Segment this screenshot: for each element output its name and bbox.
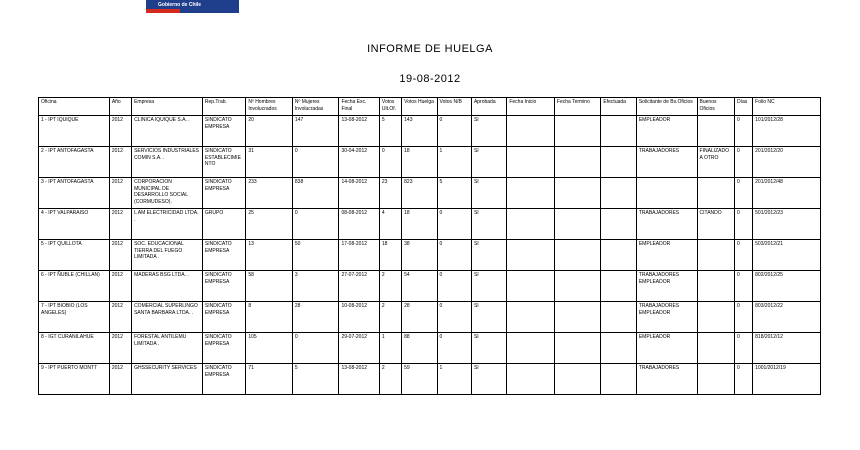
column-header: Votos N/B	[437, 98, 471, 116]
table-cell: 147	[292, 116, 339, 147]
table-cell: 30-04-2012	[339, 147, 379, 178]
table-cell	[507, 333, 555, 364]
table-cell: SI	[471, 240, 506, 271]
table-cell: 25	[246, 209, 293, 240]
table-row	[39, 302, 821, 333]
column-header: Año	[109, 98, 131, 116]
table-cell: GHSSECURITY SERVICES	[132, 364, 203, 395]
table-cell: 2012	[109, 209, 131, 240]
report-date: 19-08-2012	[399, 73, 461, 85]
table-cell	[554, 147, 601, 178]
table-row	[39, 333, 821, 364]
table-cell: 803/2012/22	[753, 302, 821, 333]
table-cell: 88	[402, 333, 437, 364]
table-cell: 7 - IPT BIOBIO (LOS ANGELES)	[39, 302, 110, 333]
table-cell: 18	[402, 147, 437, 178]
table-row	[39, 240, 821, 271]
table-cell: MADERAS BSG LTDA. .	[132, 271, 203, 302]
logo-text: Gobierno de Chile	[158, 2, 202, 8]
table-cell: 818/2012/12	[753, 333, 821, 364]
table-cell: 5	[379, 116, 401, 147]
table-cell: SINDICATO EMPRESA	[202, 116, 246, 147]
table-cell: TRABAJADORES EMPLEADOR	[636, 271, 697, 302]
column-header: Nº Mujeres Involucradas	[292, 98, 339, 116]
table-cell: EMPLEADOR	[636, 116, 697, 147]
table-row	[39, 178, 821, 209]
table-cell: 6 - IPT ÑUBLE (CHILLAN)	[39, 271, 110, 302]
column-header: Nº Hombres Involucrados	[246, 98, 293, 116]
table-cell: 2012	[109, 302, 131, 333]
column-header: Fecha Exc. Final	[339, 98, 379, 116]
table-cell: 0	[734, 178, 752, 209]
column-header: Buenos Oficios	[697, 98, 734, 116]
table-cell	[507, 209, 555, 240]
table-cell	[554, 302, 601, 333]
table-cell: 28	[292, 302, 339, 333]
table-cell: SINDICATO ESTABLECIMIENTO	[202, 147, 246, 178]
table-cell: 28	[402, 302, 437, 333]
table-cell	[554, 116, 601, 147]
table-cell	[697, 302, 734, 333]
table-cell: 2012	[109, 116, 131, 147]
table-cell: 2012	[109, 147, 131, 178]
table-cell	[601, 333, 636, 364]
table-cell: 0	[292, 147, 339, 178]
table-cell: 2012	[109, 240, 131, 271]
table-cell: 0	[734, 240, 752, 271]
table-cell	[697, 116, 734, 147]
table-cell: 105	[246, 333, 293, 364]
table-cell: 0	[734, 302, 752, 333]
table-cell	[601, 209, 636, 240]
table-cell: SERVICIOS INDUSTRIALES COMIN S.A. .	[132, 147, 203, 178]
column-header: Fecha Inicio	[507, 98, 555, 116]
table-cell: 18	[402, 209, 437, 240]
table-cell	[601, 147, 636, 178]
gobierno-de-chile-logo	[146, 0, 239, 13]
table-cell: 13	[246, 240, 293, 271]
table-cell: 201/2012/20	[753, 147, 821, 178]
table-cell	[554, 240, 601, 271]
table-cell: 0	[437, 271, 471, 302]
table-cell: SI	[471, 178, 506, 209]
table-cell: 31	[246, 147, 293, 178]
table-cell	[601, 364, 636, 395]
table-cell: EMPLEADOR	[636, 240, 697, 271]
table-cell: 0	[437, 240, 471, 271]
table-cell: 501/2012/23	[753, 209, 821, 240]
table-cell: TRABAJADORES	[636, 364, 697, 395]
table-cell: GRUPO	[202, 209, 246, 240]
table-cell: TRABAJADORES	[636, 147, 697, 178]
table-cell: 2012	[109, 364, 131, 395]
table-cell: 54	[402, 271, 437, 302]
table-cell: 1	[437, 364, 471, 395]
column-header: Solicitante de Bs.Oficios	[636, 98, 697, 116]
table-cell: 17-08-2012	[339, 240, 379, 271]
table-cell: SI	[471, 364, 506, 395]
table-cell: 1	[379, 333, 401, 364]
table-cell: 23	[379, 178, 401, 209]
table-cell: TRABAJADORES	[636, 209, 697, 240]
table-cell	[697, 364, 734, 395]
table-cell: FINALIZADO A OTRO	[697, 147, 734, 178]
table-cell: 0	[437, 333, 471, 364]
table-cell: 38	[402, 240, 437, 271]
table-cell: 8	[246, 302, 293, 333]
logo-red-stripe	[146, 9, 180, 13]
table-cell: L AM ELECTRICIDAD LTDA. .	[132, 209, 203, 240]
table-cell	[507, 364, 555, 395]
table-cell	[697, 333, 734, 364]
column-header: Empresa	[132, 98, 203, 116]
table-cell	[554, 333, 601, 364]
table-cell: SINDICATO EMPRESA	[202, 333, 246, 364]
table-cell: 838	[292, 178, 339, 209]
table-cell: 27-07-2012	[339, 271, 379, 302]
table-cell: 10-08-2012	[339, 302, 379, 333]
table-cell: 71	[246, 364, 293, 395]
strike-report-table	[38, 97, 821, 395]
column-header: Días	[734, 98, 752, 116]
table-cell	[554, 209, 601, 240]
table-cell: 20	[246, 116, 293, 147]
table-cell: SI	[471, 271, 506, 302]
table-cell: 1	[437, 147, 471, 178]
table-row	[39, 271, 821, 302]
table-cell	[507, 271, 555, 302]
table-row	[39, 364, 821, 395]
table-cell: 58	[246, 271, 293, 302]
table-cell: SI	[471, 302, 506, 333]
table-cell: SOC. EDUCACIONAL TIERRA DEL FUEGO LIMITADA .	[132, 240, 203, 271]
report-title: INFORME DE HUELGA	[367, 43, 493, 55]
table-cell: 0	[437, 302, 471, 333]
table-cell: SI	[471, 333, 506, 364]
table-cell	[601, 178, 636, 209]
table-cell	[601, 116, 636, 147]
table-cell: 2012	[109, 271, 131, 302]
table-row	[39, 209, 821, 240]
table-cell: 18	[379, 240, 401, 271]
table-cell: 2	[379, 271, 401, 302]
table-cell: 0	[734, 364, 752, 395]
table-row	[39, 147, 821, 178]
table-cell	[554, 364, 601, 395]
table-cell: 59	[402, 364, 437, 395]
table-cell: 143	[402, 116, 437, 147]
column-header: Oficina	[39, 98, 110, 116]
table-cell: 0	[292, 333, 339, 364]
table-cell: CORPORACION MUNICIPAL DE DESARROLLO SOCIAL (CORMUDESO).	[132, 178, 203, 209]
table-cell: 2012	[109, 178, 131, 209]
table-cell: 0	[734, 271, 752, 302]
table-cell: 9 - IPT PUERTO MONTT	[39, 364, 110, 395]
table-cell: 802/2012/25	[753, 271, 821, 302]
table-body	[39, 116, 821, 395]
table-cell	[601, 302, 636, 333]
table-cell	[697, 271, 734, 302]
table-cell: 0	[292, 209, 339, 240]
table-cell	[507, 147, 555, 178]
column-header: Aprobada	[471, 98, 506, 116]
table-cell	[507, 240, 555, 271]
table-cell: 1 - IPT IQUIQUE	[39, 116, 110, 147]
table-cell: 823	[402, 178, 437, 209]
table-cell: 14-08-2012	[339, 178, 379, 209]
table-cell: 2012	[109, 333, 131, 364]
table-cell: 0	[734, 116, 752, 147]
table-cell: 50	[292, 240, 339, 271]
column-header: Efectuada	[601, 98, 636, 116]
table-cell: 0	[734, 333, 752, 364]
table-cell: SI	[471, 116, 506, 147]
column-header: Fecha Termino	[554, 98, 601, 116]
table-cell: 2	[379, 302, 401, 333]
table-cell: CLINICA IQUIQUE S.A. .	[132, 116, 203, 147]
table-cell: 0	[437, 209, 471, 240]
table-cell: SI	[471, 209, 506, 240]
table-cell: 101/2012/28	[753, 116, 821, 147]
table-cell: 3 - IPT ANTOFAGASTA	[39, 178, 110, 209]
table-cell: SINDICATO EMPRESA	[202, 240, 246, 271]
table-cell: 0	[437, 116, 471, 147]
table-cell: 0	[734, 209, 752, 240]
table-cell: SINDICATO EMPRESA	[202, 302, 246, 333]
table-cell: 0	[734, 147, 752, 178]
table-cell: SI	[471, 147, 506, 178]
column-header: Rep.Trab.	[202, 98, 246, 116]
table-cell: 8 - IGT CURANILAHUE	[39, 333, 110, 364]
table-cell: SINDICATO EMPRESA	[202, 178, 246, 209]
table-cell: 503/2012/21	[753, 240, 821, 271]
table-cell	[507, 116, 555, 147]
table-cell: 4	[379, 209, 401, 240]
table-row	[39, 116, 821, 147]
table-cell: 13-08-2012	[339, 116, 379, 147]
table-cell: 3	[292, 271, 339, 302]
table-cell	[697, 178, 734, 209]
table-cell: 08-08-2012	[339, 209, 379, 240]
table-cell	[507, 302, 555, 333]
table-cell: 29-07-2012	[339, 333, 379, 364]
table-cell: EMPLEADOR	[636, 333, 697, 364]
table-cell: 5	[437, 178, 471, 209]
table-cell: 5	[292, 364, 339, 395]
column-header: Votos Ult.Of.	[379, 98, 401, 116]
table-cell	[601, 240, 636, 271]
table-cell: CITANDO	[697, 209, 734, 240]
table-cell: FORESTAL ANTILEMU LIMITADA .	[132, 333, 203, 364]
table-cell: 201/2012/48	[753, 178, 821, 209]
table-cell	[601, 271, 636, 302]
table-cell: 2	[379, 364, 401, 395]
table-cell	[697, 240, 734, 271]
table-cell: 2 - IPT ANTOFAGASTA	[39, 147, 110, 178]
table-header-row	[39, 98, 821, 116]
table-cell	[554, 271, 601, 302]
column-header: Folio NC	[753, 98, 821, 116]
table-cell: 0	[379, 147, 401, 178]
table-cell: SINDICATO EMPRESA	[202, 364, 246, 395]
table-cell: TRABAJADORES EMPLEADOR	[636, 302, 697, 333]
table-cell: SINDICATO EMPRESA	[202, 271, 246, 302]
table-cell	[507, 178, 555, 209]
table-cell: 233	[246, 178, 293, 209]
table-cell: 13-08-2012	[339, 364, 379, 395]
table-cell	[636, 178, 697, 209]
table-cell: 1001/2012/19	[753, 364, 821, 395]
table-cell	[554, 178, 601, 209]
column-header: Votos Huelga	[402, 98, 437, 116]
table-cell: 4 - IPT VALPARAISO	[39, 209, 110, 240]
table-cell: 5 - IPT QUILLOTA	[39, 240, 110, 271]
table-cell: COMERCIAL SUPERLINGO SANTA BARBARA LTDA. .	[132, 302, 203, 333]
